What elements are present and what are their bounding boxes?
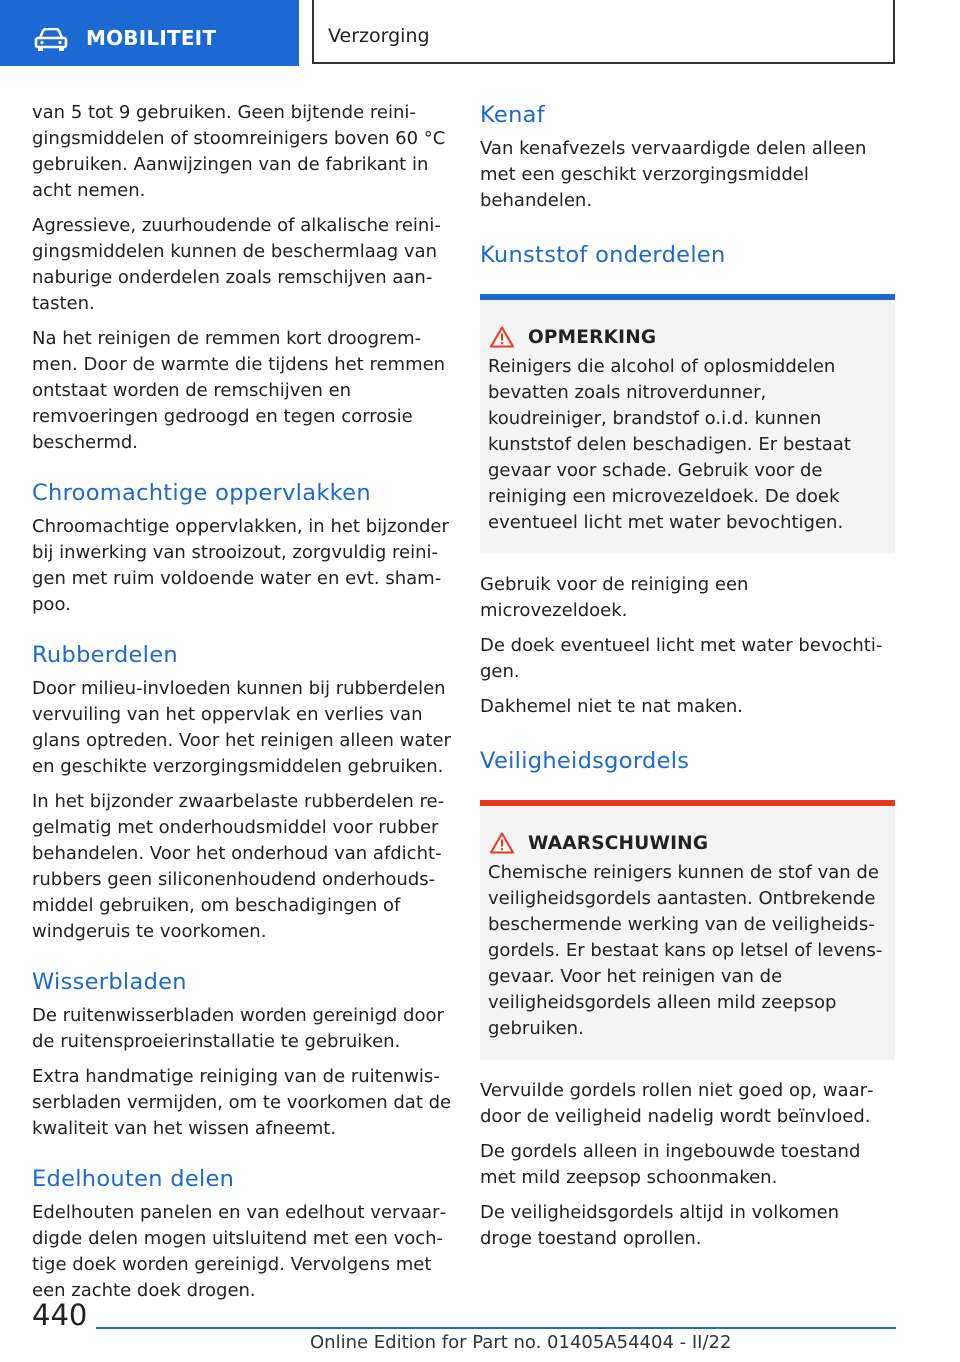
page-footer [0, 1290, 960, 1362]
heading-veiligheidsgordels: Veiligheidsgordels [480, 748, 690, 774]
paragraph: Dakhemel niet te nat maken. [480, 696, 744, 717]
warning-box [480, 800, 895, 1060]
note-text: Reinigers die alcohol of oplosmiddelen bevatten zoals nitroverdunner, koudreiniger, brandstof o.i.d. kunnen kunststof delen beschadigen. Er bestaat gevaar voor schade. Gebruik voor de reiniging een microvezeldoek. De doek eventueel licht met water bevochtigen. [488, 356, 851, 533]
paragraph: van 5 tot 9 gebruiken. Geen bijtende reinigingsmiddelen of stoomreinigers boven 60 °C gebruiken. Aanwijzingen van de fabrikant in acht nemen. [32, 102, 446, 201]
left-column [32, 100, 452, 1313]
heading-kunststof: Kunststof onderdelen [480, 242, 726, 268]
chapter-tab-label: MOBILITEIT [86, 26, 217, 50]
page-number: 440 [32, 1298, 88, 1332]
footer-divider [96, 1327, 896, 1329]
paragraph: In het bijzonder zwaarbelaste rubberdelen regelmatig met onderhoudsmiddel voor rubber behandelen. Voor het onderhoud van afdichtrubbers geen siliconenhoudend onderhoudsmiddel gebruiken, om beschadigingen of windgeruis te voorkomen. [32, 791, 445, 942]
paragraph: Edelhouten panelen en van edelhout vervaardigde delen mogen uitsluitend met een vochtige doek worden gereinigd. Vervolgens met een zachte doek drogen. [32, 1202, 447, 1301]
section-title: Verzorging [328, 25, 430, 47]
paragraph: De ruitenwisserbladen worden gereinigd door de ruitensproeierinstallatie te gebruiken. [32, 1005, 444, 1052]
page-header [0, 0, 960, 66]
paragraph: Agressieve, zuurhoudende of alkalische reinigingsmiddelen kunnen de beschermlaag van naburige onderdelen zoals remschijven aantasten. [32, 215, 441, 314]
warning-text: Chemische reinigers kunnen de stof van de veiligheidsgordels aantasten. Ontbrekende beschermende werking van de veiligheidsgordels. Er bestaat kans op letsel of levensgevaar. Voor het reinigen van de veiligheidsgordels alleen mild zeepsop gebruiken. [488, 862, 883, 1039]
paragraph: Gebruik voor de reiniging een microvezeldoek. [480, 574, 749, 621]
note-title-row [488, 326, 887, 348]
heading-edelhouten: Edelhouten delen [32, 1166, 235, 1192]
note-box [480, 294, 895, 554]
warning-title-row [488, 832, 887, 854]
paragraph: Vervuilde gordels rollen niet goed op, waardoor de veiligheid nadelig wordt beïnvloed. [480, 1080, 874, 1127]
car-icon [34, 28, 68, 52]
heading-wisserbladen: Wisserbladen [32, 969, 187, 995]
heading-rubberdelen: Rubberdelen [32, 642, 178, 668]
edition-text: Online Edition for Part no. 01405A54404 - II/22 [310, 1332, 732, 1353]
chapter-tab-mobiliteit[interactable] [0, 0, 299, 66]
warning-triangle-icon [490, 326, 514, 348]
paragraph: De gordels alleen in ingebouwde toestand met mild zeepsop schoonmaken. [480, 1141, 861, 1188]
heading-chroom: Chroomachtige oppervlakken [32, 480, 371, 506]
warning-triangle-icon [490, 832, 514, 854]
paragraph: Van kenafvezels vervaardigde delen alleen met een geschikt verzorgingsmiddel behandelen. [480, 138, 867, 211]
section-title-box [312, 0, 895, 64]
paragraph: Na het reinigen de remmen kort droogremmen. Door de warmte die tijdens het remmen ontstaat worden de remschijven en remvoeringen gedroogd en tegen corrosie beschermd. [32, 328, 446, 453]
paragraph: Door milieu-invloeden kunnen bij rubberdelen vervuiling van het oppervlak en verlies van glans optreden. Voor het reinigen alleen water en geschikte verzorgingsmiddelen gebruiken. [32, 678, 451, 777]
paragraph: Extra handmatige reiniging van de ruitenwisserbladen vermijden, om te voorkomen dat de kwaliteit van het wissen afneemt. [32, 1066, 452, 1139]
paragraph: De veiligheidsgordels altijd in volkomen droge toestand oprollen. [480, 1202, 840, 1249]
paragraph: Chroomachtige oppervlakken, in het bijzonder bij inwerking van strooizout, zorgvuldig reinigen met ruim voldoende water en evt. shampoo. [32, 516, 449, 615]
paragraph: De doek eventueel licht met water bevochtigen. [480, 635, 883, 682]
warning-title: WAARSCHUWING [528, 832, 709, 854]
right-column [480, 100, 895, 1261]
note-title: OPMERKING [528, 326, 657, 348]
heading-kenaf: Kenaf [480, 102, 545, 128]
